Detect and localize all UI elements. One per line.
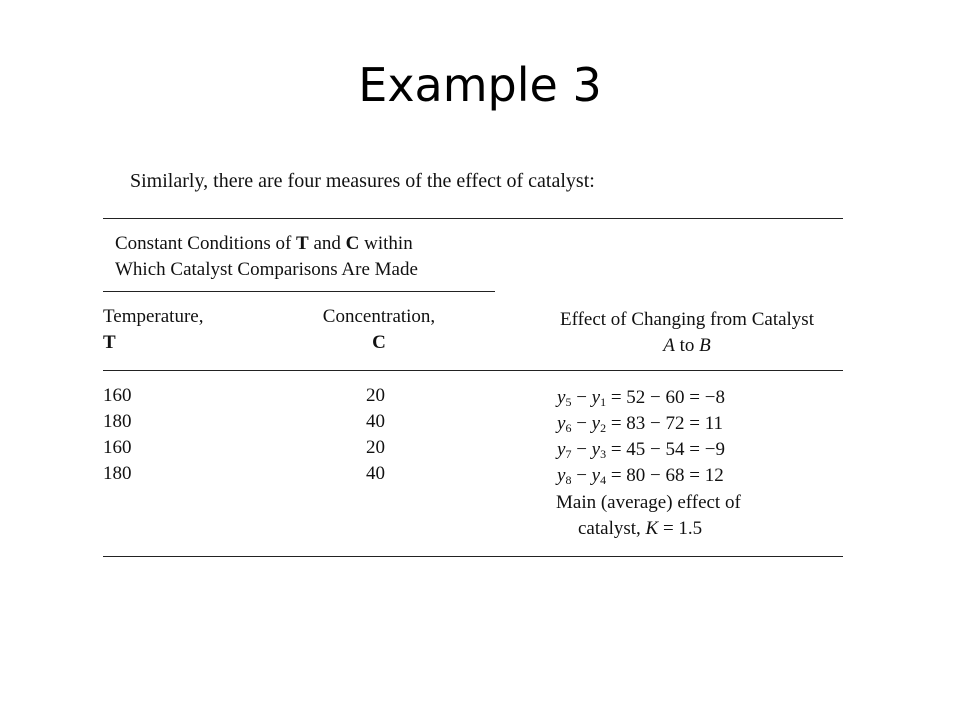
- top-rule: [103, 218, 843, 219]
- col-head-effect: [530, 307, 844, 359]
- group-header-text: within: [359, 233, 413, 254]
- table-row: 20: [366, 385, 385, 406]
- group-header-text: and: [308, 233, 346, 254]
- effect-equation: $y_7 - y_3 = 45 - 54 = -9$: [557, 439, 725, 461]
- col-head-concentration-symbol: C: [372, 332, 386, 353]
- col-head-concentration: [312, 304, 446, 356]
- col-head-concentration-label: Concentration,: [322, 306, 436, 327]
- col-head-temperature: [103, 304, 203, 356]
- summary-line1: Main (average) effect of: [556, 492, 741, 513]
- table-row: 180: [103, 411, 132, 432]
- slide-title: Example 3: [358, 58, 602, 112]
- effect-equation: $y_6 - y_2 = 83 - 72 = 11$: [557, 413, 724, 435]
- summary-line2: catalyst, K = 1.5: [578, 518, 703, 539]
- intro-text: Similarly, there are four measures of the effect of catalyst:: [130, 170, 595, 192]
- col-head-effect-label: Effect of Changing from Catalyst: [560, 309, 814, 330]
- table-row: 40: [366, 411, 385, 432]
- table-row: 160: [103, 385, 132, 406]
- table-row: 20: [366, 437, 385, 458]
- group-header-T: T: [296, 233, 309, 254]
- table-row: 180: [103, 463, 132, 484]
- effect-equation: $y_5 - y_1 = 52 - 60 = -8$: [557, 387, 725, 409]
- group-header-line2: Which Catalyst Comparisons Are Made: [115, 259, 418, 280]
- group-header-rule: [103, 291, 495, 292]
- group-header-C: C: [345, 233, 360, 254]
- col-head-temperature-label: Temperature,: [103, 306, 204, 327]
- table-row: 40: [366, 463, 385, 484]
- group-header-line1: [115, 231, 413, 257]
- bottom-rule: [103, 556, 843, 557]
- col-head-temperature-symbol: T: [103, 332, 116, 353]
- effect-equation: $y_8 - y_4 = 80 - 68 = 12$: [557, 465, 724, 487]
- header-bottom-rule: [103, 370, 843, 371]
- group-header-text: Constant Conditions of: [115, 233, 297, 254]
- col-head-effect-catalysts: A to B: [663, 335, 711, 356]
- table-row: 160: [103, 437, 132, 458]
